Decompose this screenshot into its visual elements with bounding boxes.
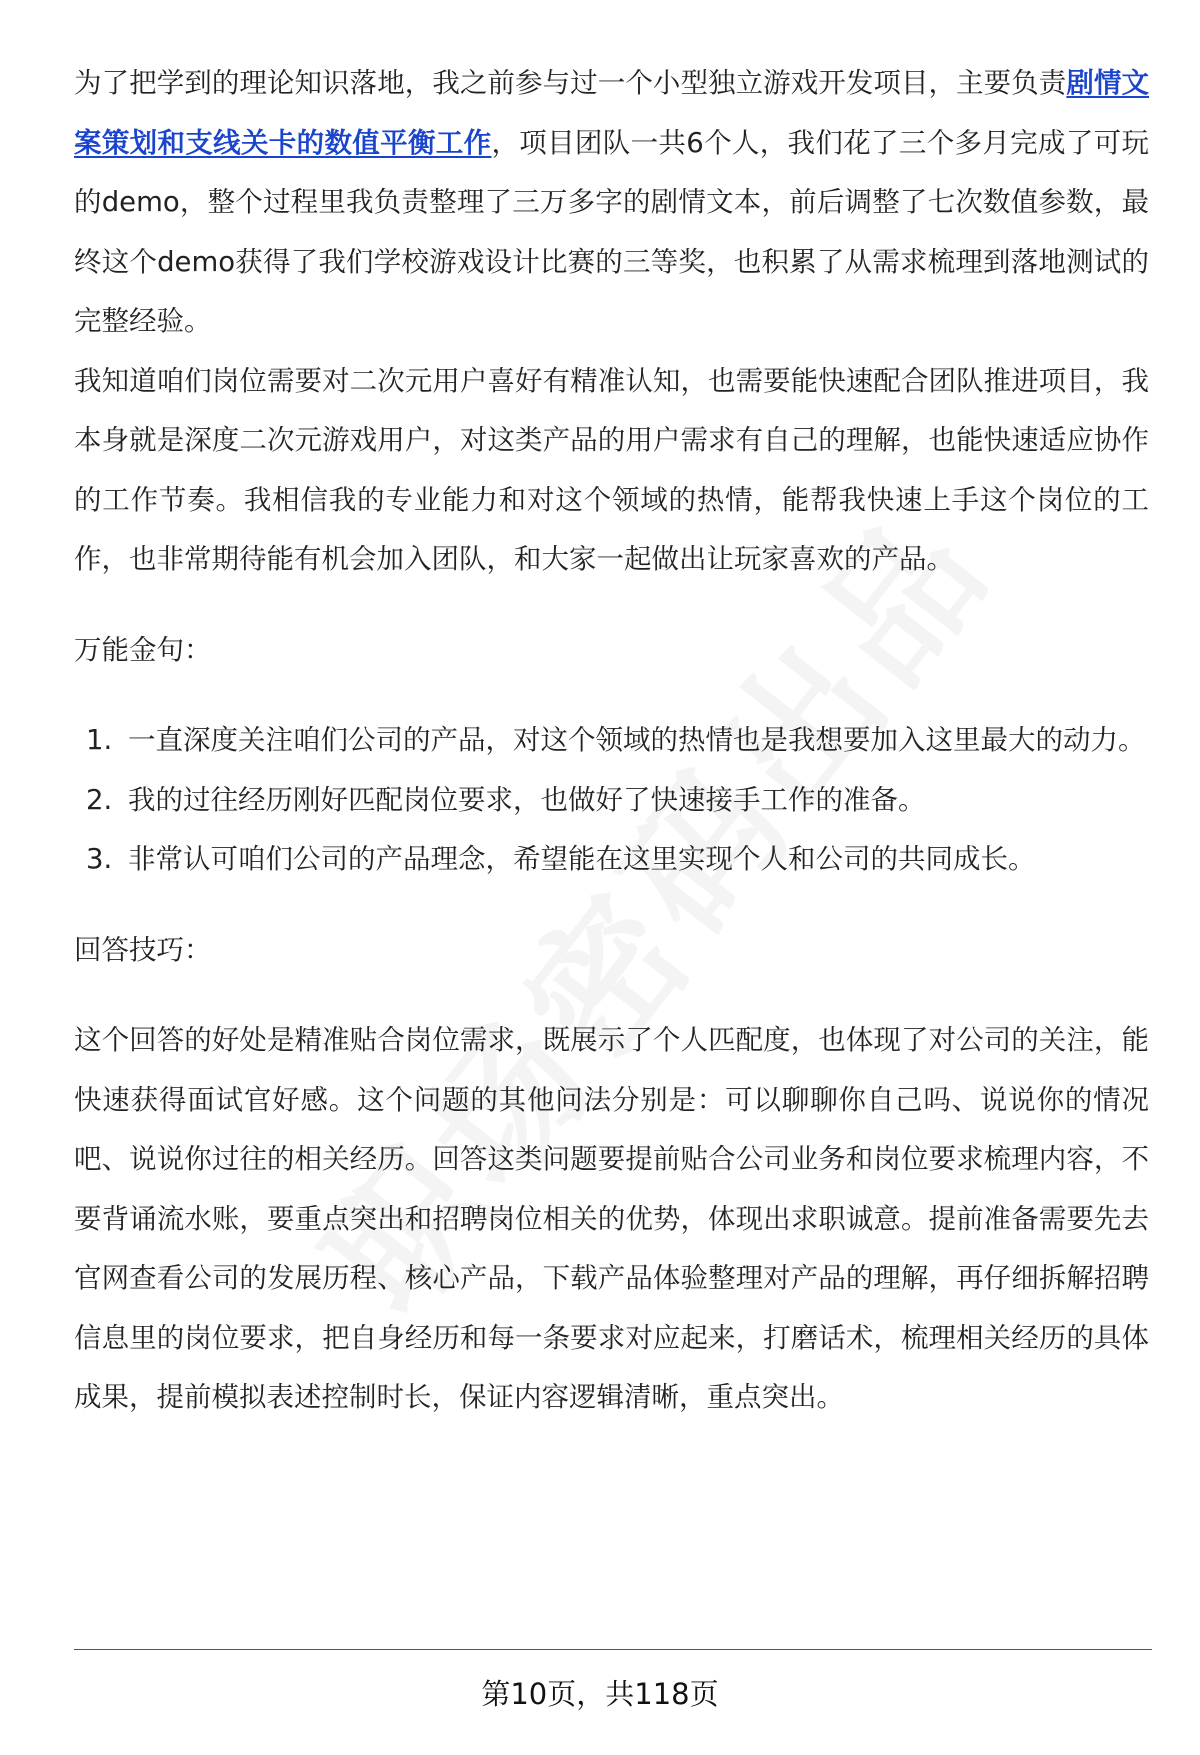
document-body [74,54,1149,1428]
paragraph-project-before: 为了把学到的理论知识落地，我之前参与过一个小型独立游戏开发项目，主要负责 [74,67,1067,99]
tips-heading: 回答技巧： [74,933,212,966]
golden-heading: 万能金句： [74,633,212,666]
paragraph-motivation: 我知道咱们岗位需要对二次元用户喜好有精准认知，也需要能快速配合团队推进项目，我本身就是深度二次元游戏用户，对这类产品的用户需求有自己的理解，也能快速适应协作的工作节奏。我相信我的专业能力和对这个领域的热情，能帮我快速上手这个岗位的工作，也非常期待能有机会加入团队，和大家一起做出让玩家喜欢的产品。 [74,364,1149,575]
list-number: 1. [86,724,113,756]
footer-divider [74,1649,1152,1650]
list-number: 3. [86,843,113,875]
list-text: 非常认可咱们公司的产品理念，希望能在这里实现个人和公司的共同成长。 [128,843,1036,875]
list-item [74,771,1149,831]
list-item [74,711,1149,771]
list-item [74,830,1149,890]
highlighted-phrase: 剧情文案策划和支线关卡的数值平衡工作 [74,67,1150,159]
paragraph-project [74,54,1149,352]
list-text: 我的过往经历刚好匹配岗位要求，也做好了快速接手工作的准备。 [128,783,926,816]
golden-list [74,711,1149,890]
list-number: 2. [86,783,113,816]
list-text: 一直深度关注咱们公司的产品，对这个领域的热情也是我想要加入这里最大的动力。 [128,724,1146,756]
paragraph-project-after: ，项目团队一共6个人，我们花了三个多月完成了可玩的demo，整个过程里我负责整理了三万多字的剧情文本，前后调整了七次数值参数，最终这个demo获得了我们学校游戏设计比赛的三等奖，也积累了从需求梳理到落地测试的完整经验。 [74,126,1149,337]
paragraph-tips: 这个回答的好处是精准贴合岗位需求，既展示了个人匹配度，也体现了对公司的关注，能快速获得面试官好感。这个问题的其他问法分别是：可以聊聊你自己吗、说说你的情况吧、说说你过往的相关经历。回答这类问题要提前贴合公司业务和岗位要求梳理内容，不要背诵流水账，要重点突出和招聘岗位相关的优势，体现出求职诚意。提前准备需要先去官网查看公司的发展历程、核心产品，下载产品体验整理对产品的理解，再仔细拆解招聘信息里的岗位要求，把自身经历和每一条要求对应起来，打磨话术，梳理相关经历的具体成果，提前模拟表述控制时长，保证内容逻辑清晰，重点突出。 [74,1024,1149,1413]
page-number: 第10页，共118页 [481,1677,719,1711]
